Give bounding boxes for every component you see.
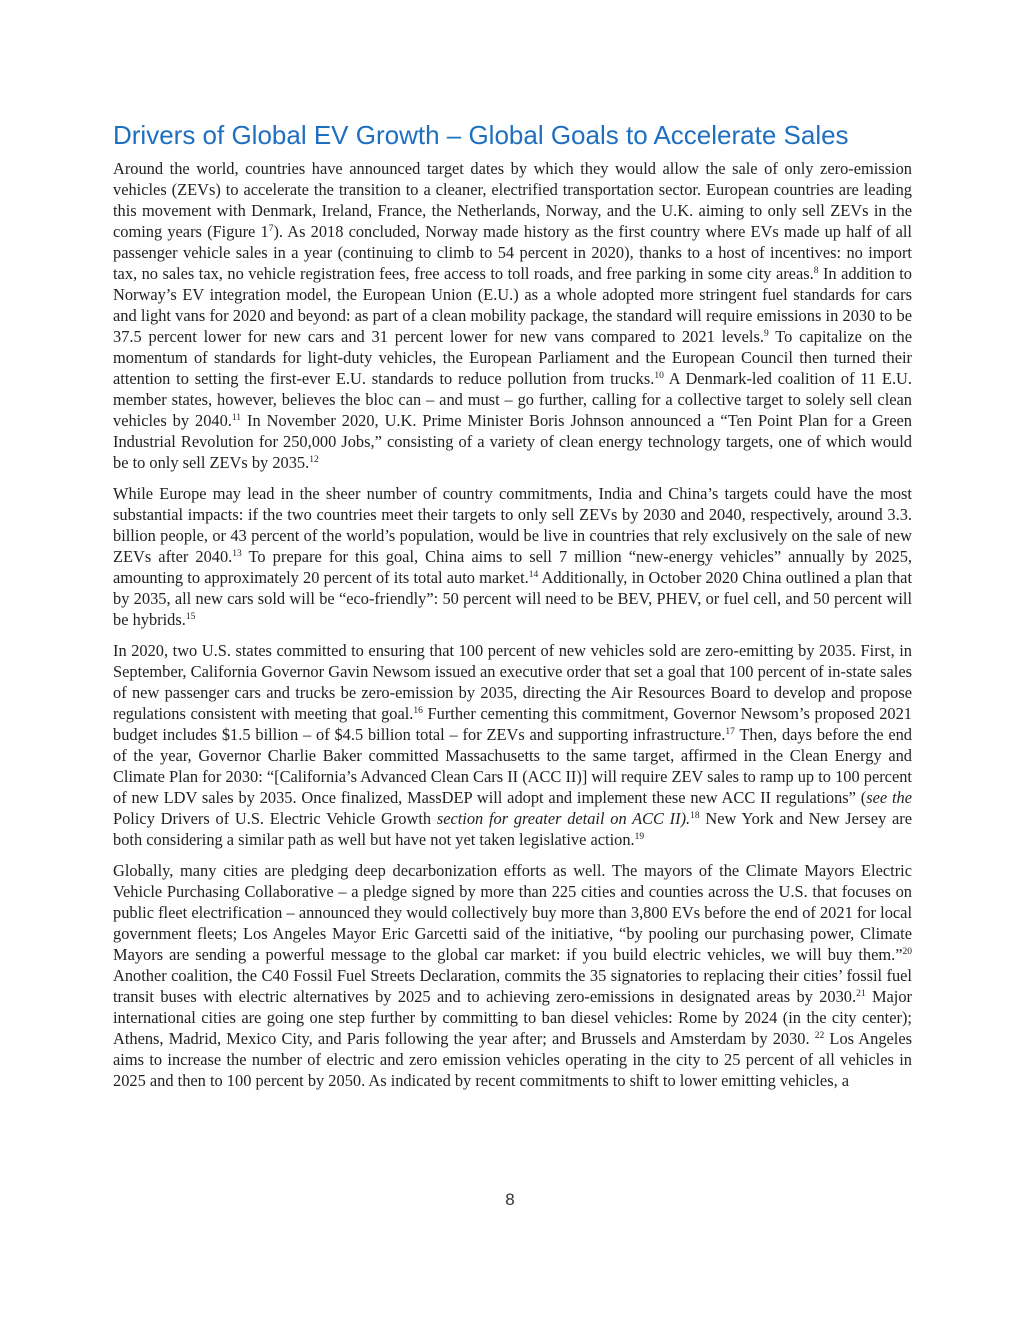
- footnote-ref: 13: [232, 549, 242, 559]
- footnote-ref: 21: [856, 989, 866, 999]
- text-run: Around the world, countries have announced target dates by which they would allow the sale of only zero-emission vehicles (ZEVs) to accelerate the transition to a cleaner, electrified transportation sector. European countries are leading this movement with Denmark, Ireland, France, the Netherlands, Norway, and the U.K. aiming to only sell ZEVs in the coming years (Figure 1: [113, 159, 912, 241]
- page-number: 8: [505, 1190, 515, 1209]
- text-run: To prepare for this goal, China aims to sell 7 million “new-energy vehicles” annually by 2025, amounting to approximately 20 percent of its total auto market.: [113, 547, 913, 587]
- italic-text: section for greater detail on ACC II).: [436, 809, 691, 828]
- footnote-ref: 19: [634, 832, 645, 842]
- text-run: In November 2020, U.K. Prime Minister Boris Johnson announced a “Ten Point Plan for a Green Industrial Revolution for 250,000 Jobs,” consisting of a variety of clean energy technology targets, one of which would be to only sell ZEVs by 2035.: [113, 411, 912, 472]
- paragraph: [113, 640, 912, 850]
- text-run: In addition to Norway’s EV integration model, the European Union (E.U.) as a whole adopted more stringent fuel standards for cars and light vans for 2020 and beyond: as part of a clean mobility package, the standard will require emissions in 2030 to be 37.5 percent lower for new cars and 31 percent lower for new vans compared to 2021 levels.: [113, 264, 913, 346]
- footnote-ref: 22: [814, 1031, 825, 1041]
- text-run: A Denmark-led coalition of 11 E.U. member states, however, believes the bloc can – and must – go further, calling for a collective target to solely sell clean vehicles by 2040.: [113, 369, 912, 430]
- paragraph: [113, 860, 912, 1091]
- text-run: Further cementing this commitment, Governor Newsom’s proposed 2021 budget includes $1.5 billion – of $4.5 billion total – for ZEVs and supporting infrastructure.: [113, 704, 912, 744]
- text-run: New York and New Jersey are both considering a similar path as well but have not yet taken legislative action.: [113, 809, 912, 849]
- footnote-ref: 11: [231, 413, 242, 423]
- footnote-ref: 9: [763, 329, 769, 339]
- text-run: Additionally, in October 2020 China outlined a plan that by 2035, all new cars sold will be “eco-friendly”: 50 percent will need to be BEV, PHEV, or fuel cell, and 50 percent will be hybrids.: [113, 568, 912, 629]
- footnote-ref: 17: [725, 727, 735, 737]
- footnote-ref: 15: [185, 612, 196, 622]
- text-run: Another coalition, the C40 Fossil Fuel Streets Declaration, commits the 35 signatories to replacing their cities’ fossil fuel transit buses with electric alternatives by 2025 and to achieving zero-emissions in designated areas by 2030.: [113, 966, 912, 1006]
- text-run: While Europe may lead in the sheer number of country commitments, India and China’s targets could have the most substantial impacts: if the two countries meet their targets to only sell ZEVs by 2030 and 2040, respectively, around 3.3. billion people, or 43 percent of the world’s population, would be live in countries that rely exclusively on the sale of new ZEVs after 2040.: [113, 484, 912, 566]
- text-run: ). As 2018 concluded, Norway made history as the first country where EVs made up half of all passenger vehicle sales in a year (continuing to climb to 54 percent in 2020), thanks to a host of incentives: no import tax, no sales tax, no vehicle registration fees, free access to toll roads, and free parking in some city areas.: [113, 222, 912, 283]
- footnote-ref: 12: [309, 455, 319, 465]
- footnote-ref: 14: [528, 570, 539, 580]
- text-run: Policy Drivers of U.S. Electric Vehicle Growth: [113, 809, 437, 828]
- footnote-ref: 18: [690, 811, 700, 821]
- footnote-ref: 16: [413, 706, 423, 716]
- footnote-ref: 20: [902, 947, 912, 957]
- text-run: To capitalize on the momentum of standards for light-duty vehicles, the European Parliament and the European Council then turned their attention to setting the first-ever E.U. standards to reduce pollution from trucks.: [113, 327, 912, 388]
- section-heading: Drivers of Global EV Growth – Global Goals to Accelerate Sales: [113, 120, 849, 150]
- footnote-ref: 8: [813, 266, 819, 276]
- text-run: Globally, many cities are pledging deep decarbonization efforts as well. The mayors of the Climate Mayors Electric Vehicle Purchasing Collaborative – a pledge signed by more than 225 cities and counties across the U.S. that focuses on public fleet electrification – announced they would collectively buy more than 3,800 EVs before the end of 2021 for local government fleets; Los Angeles Mayor Eric Garcetti said of the initiative, “by pooling our purchasing power, Climate Mayors are sending a powerful message to the global car market: if you build electric vehicles, we will buy them.”: [113, 861, 912, 964]
- text-run: Major international cities are going one step further by committing to ban diesel vehicles: Rome by 2024 (in the city center); Athens, Madrid, Mexico City, and Paris following the year after; and Brussels and Amsterdam by 2030.: [113, 987, 912, 1048]
- footnote-ref: 10: [654, 371, 664, 381]
- italic-text: see the: [866, 788, 912, 807]
- body-text: [113, 158, 912, 1101]
- text-run: Then, days before the end of the year, Governor Charlie Baker committed Massachusetts to the same target, affirmed in the Clean Energy and Climate Plan for 2030: “[California’s Advanced Clean Cars II (ACC II)] will require ZEV sales to ramp up to 100 percent of new LDV sales by 2035. Once finalized, MassDEP will adopt and implement these new ACC II regulations” (: [113, 725, 912, 807]
- text-run: Los Angeles aims to increase the number of electric and zero emission vehicles operating in the city to 25 percent of all vehicles in 2025 and then to 100 percent by 2050. As indicated by recent commitments to shift to lower emitting vehicles, a: [113, 1029, 912, 1090]
- paragraph: [113, 158, 912, 473]
- paragraph: [113, 483, 912, 630]
- footnote-ref: 7: [268, 224, 274, 234]
- text-run: In 2020, two U.S. states committed to ensuring that 100 percent of new vehicles sold are zero-emitting by 2035. First, in September, California Governor Gavin Newsom issued an executive order that set a goal that 100 percent of in-state sales of new passenger cars and trucks be zero-emission by 2035, directing the Air Resources Board to develop and propose regulations consistent with meeting that goal.: [113, 641, 912, 723]
